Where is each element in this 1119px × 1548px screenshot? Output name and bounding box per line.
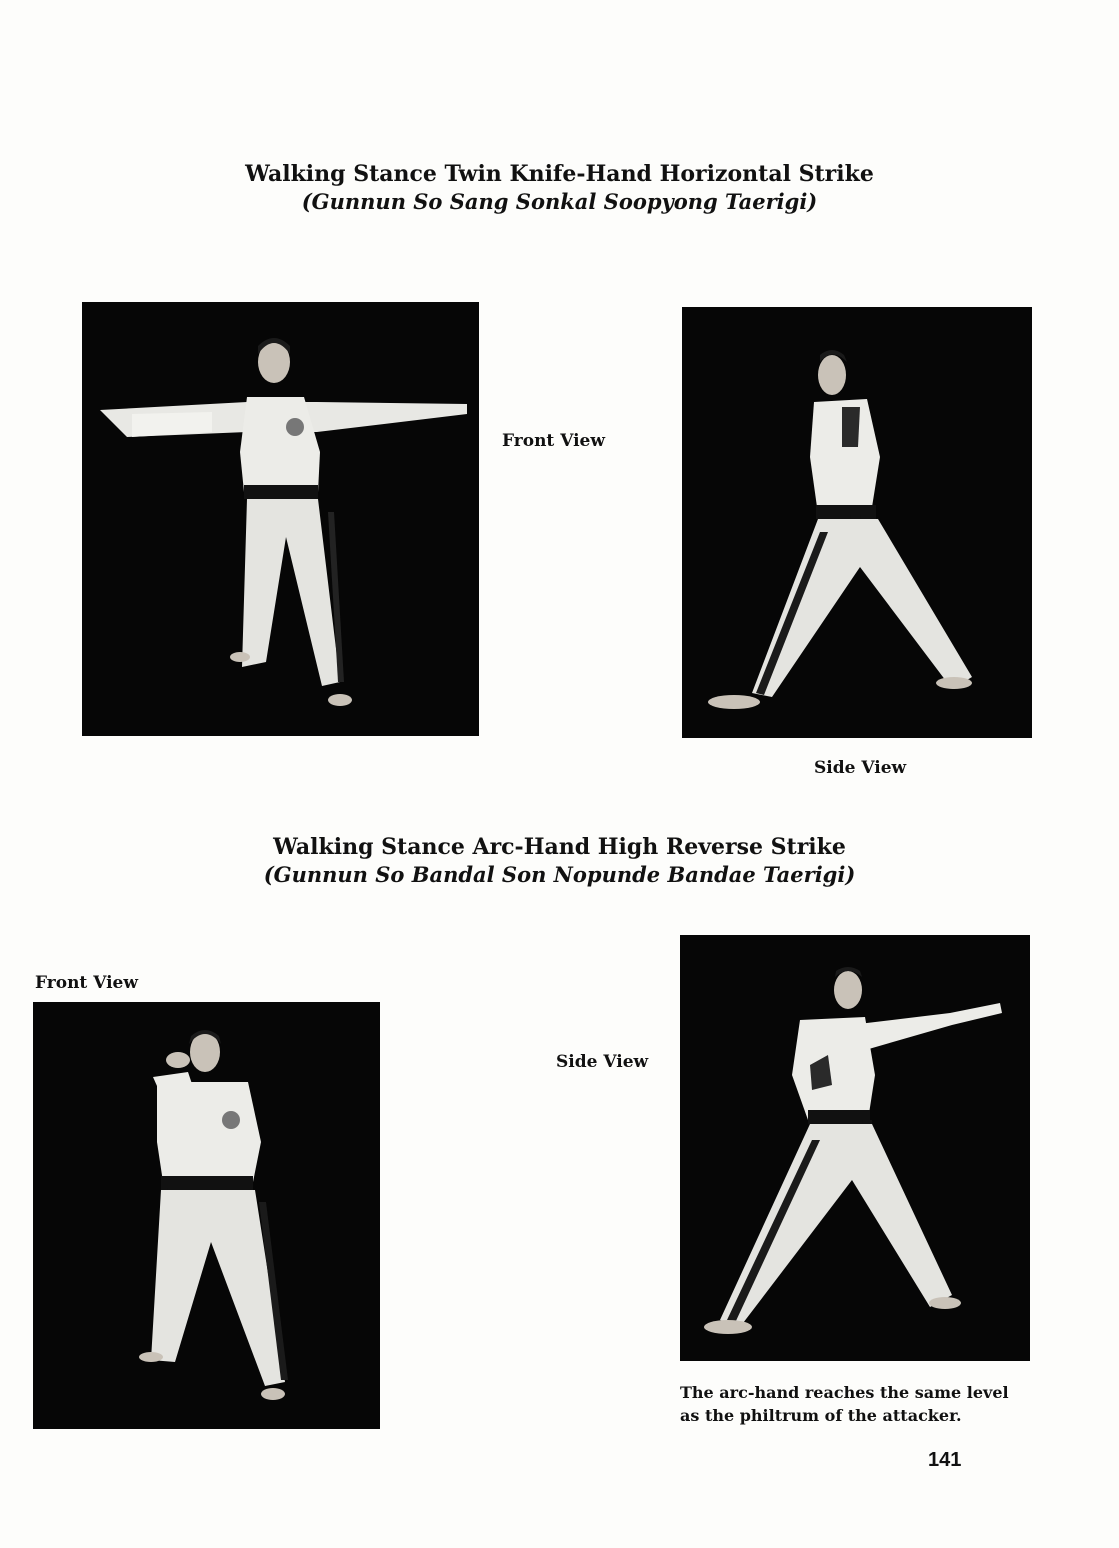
section2-front-view-caption: Front View (35, 973, 138, 993)
arc-hand-note-line-2: as the philtrum of the attacker. (680, 1406, 962, 1425)
photo-twin-knife-hand-front-view (82, 302, 479, 736)
section1-title: Walking Stance Twin Knife-Hand Horizontal Strike (245, 161, 874, 187)
photo-arc-hand-front-view (33, 1002, 380, 1429)
photo-twin-knife-hand-side-view (682, 307, 1032, 738)
section2-side-view-caption: Side View (556, 1052, 649, 1072)
arc-hand-note-line-1: The arc-hand reaches the same level (680, 1383, 1009, 1402)
arc-hand-note (680, 1381, 1009, 1427)
page-number: 141 (928, 1449, 962, 1471)
section2-title: Walking Stance Arc-Hand High Reverse Strike (273, 834, 846, 860)
section1-front-view-caption: Front View (502, 431, 605, 451)
section2-subtitle: (Gunnun So Bandal Son Nopunde Bandae Taerigi) (263, 862, 856, 887)
section1-side-view-caption: Side View (814, 758, 907, 778)
section1-subtitle: (Gunnun So Sang Sonkal Soopyong Taerigi) (301, 189, 818, 214)
photo-arc-hand-side-view (680, 935, 1030, 1361)
